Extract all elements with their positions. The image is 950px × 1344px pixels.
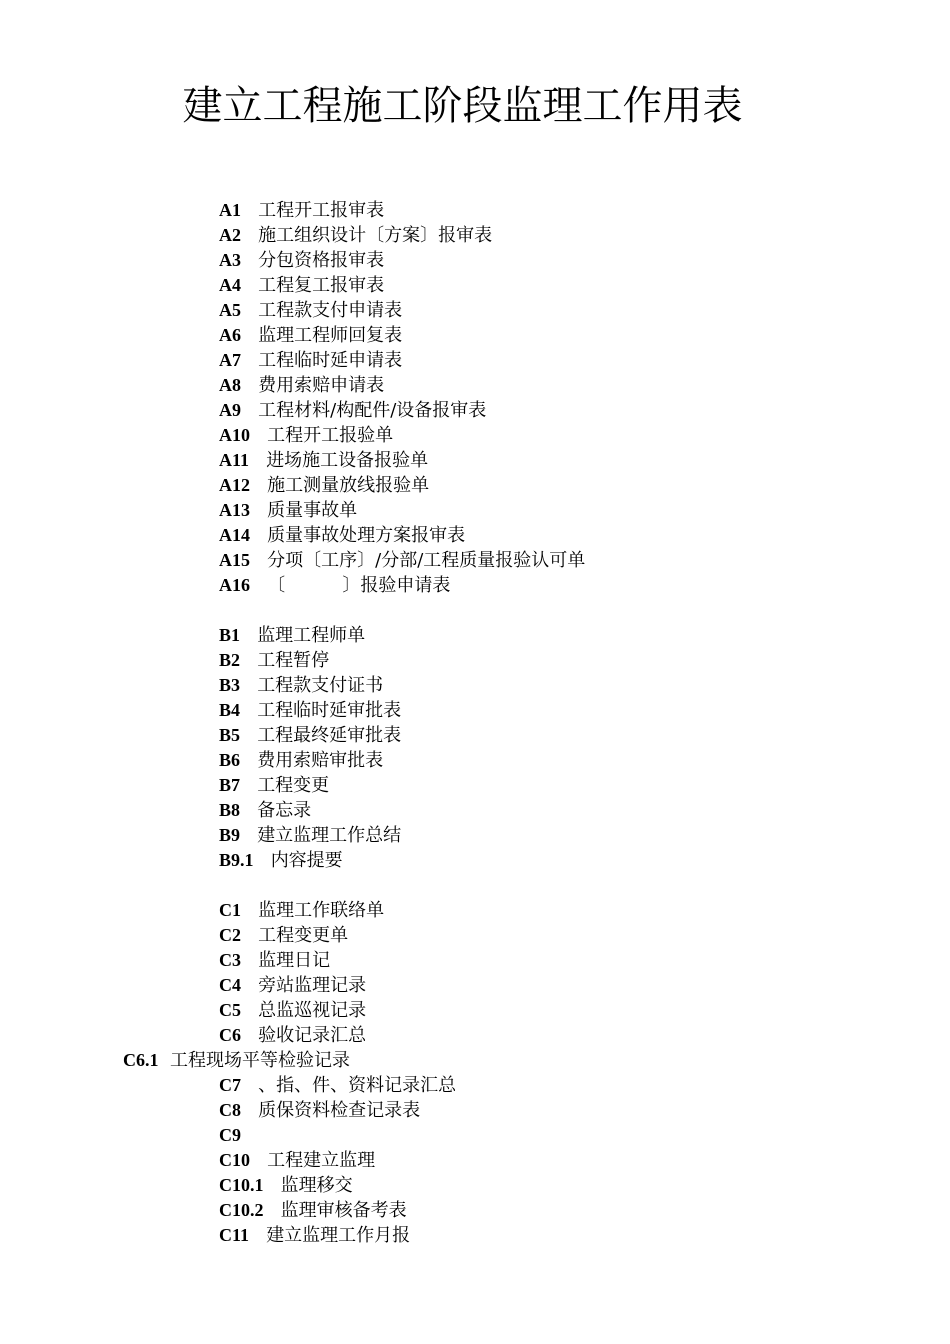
item-label: 建立监理工作月报 bbox=[266, 1225, 411, 1246]
item-label: 工程款支付证书 bbox=[257, 675, 384, 696]
item-code: C9 bbox=[219, 1125, 241, 1145]
list-item bbox=[219, 1223, 585, 1248]
list-item bbox=[219, 798, 585, 823]
item-code: A9 bbox=[219, 400, 241, 420]
list-item bbox=[219, 848, 585, 873]
item-label: 工程开工报验单 bbox=[267, 425, 394, 446]
list-item bbox=[219, 623, 585, 648]
item-label: 建立监理工作总结 bbox=[257, 825, 402, 846]
item-code: C3 bbox=[219, 950, 241, 970]
list-item bbox=[219, 1198, 585, 1223]
list-item bbox=[219, 723, 585, 748]
list-item bbox=[219, 1023, 585, 1048]
item-label: 、指、件、资料记录汇总 bbox=[258, 1075, 457, 1096]
item-code: A3 bbox=[219, 250, 241, 270]
item-label: 费用索赔审批表 bbox=[257, 750, 384, 771]
item-code: B8 bbox=[219, 800, 241, 820]
list-item bbox=[219, 948, 585, 973]
item-label: 费用索赔申请表 bbox=[258, 375, 385, 396]
list-item bbox=[219, 398, 585, 423]
item-label: 监理工程师单 bbox=[257, 625, 366, 646]
item-label: 工程变更单 bbox=[258, 925, 349, 946]
list-item bbox=[219, 198, 585, 223]
item-code: A8 bbox=[219, 375, 241, 395]
item-label: 质保资料检查记录表 bbox=[258, 1100, 421, 1121]
item-code: A14 bbox=[219, 525, 250, 545]
group-spacer bbox=[219, 598, 585, 623]
item-code: A7 bbox=[219, 350, 241, 370]
list-item bbox=[219, 248, 585, 273]
item-code: A6 bbox=[219, 325, 241, 345]
item-code: B5 bbox=[219, 725, 241, 745]
list-item bbox=[219, 1098, 585, 1123]
item-code: A16 bbox=[219, 575, 250, 595]
group-spacer bbox=[219, 873, 585, 898]
item-label: 监理日记 bbox=[258, 950, 331, 971]
list-item bbox=[219, 498, 585, 523]
item-label: 分包资格报审表 bbox=[258, 250, 385, 271]
item-label: 工程款支付申请表 bbox=[258, 300, 403, 321]
item-code: A12 bbox=[219, 475, 250, 495]
list-item bbox=[219, 973, 585, 998]
item-code: B1 bbox=[219, 625, 241, 645]
list-item bbox=[219, 1073, 585, 1098]
item-code: B2 bbox=[219, 650, 241, 670]
item-code: C11 bbox=[219, 1225, 250, 1245]
item-label: 验收记录汇总 bbox=[258, 1025, 367, 1046]
item-label: 工程复工报审表 bbox=[258, 275, 385, 296]
item-code: A15 bbox=[219, 550, 250, 570]
item-label: 工程变更 bbox=[257, 775, 330, 796]
list-item bbox=[219, 373, 585, 398]
item-label: 进场施工设备报验单 bbox=[266, 450, 429, 471]
list-item bbox=[219, 823, 585, 848]
item-code: B3 bbox=[219, 675, 241, 695]
list-item bbox=[219, 673, 585, 698]
list-item bbox=[219, 573, 585, 598]
item-label: 旁站监理记录 bbox=[258, 975, 367, 996]
item-code: A13 bbox=[219, 500, 250, 520]
item-code: C2 bbox=[219, 925, 241, 945]
item-code: C6 bbox=[219, 1025, 241, 1045]
list-item bbox=[219, 348, 585, 373]
item-code: C8 bbox=[219, 1100, 241, 1120]
list-item bbox=[219, 448, 585, 473]
list-item bbox=[219, 1123, 585, 1148]
item-label: 监理审核备考表 bbox=[280, 1200, 407, 1221]
item-label: 工程现场平等检验记录 bbox=[169, 1050, 350, 1071]
item-label: 监理移交 bbox=[280, 1175, 353, 1196]
item-label: 质量事故单 bbox=[267, 500, 358, 521]
item-code: B4 bbox=[219, 700, 241, 720]
item-code: A1 bbox=[219, 200, 241, 220]
item-label: 总监巡视记录 bbox=[258, 1000, 367, 1021]
list-item bbox=[219, 773, 585, 798]
list-item bbox=[219, 648, 585, 673]
list-item bbox=[219, 923, 585, 948]
item-label: 工程开工报审表 bbox=[258, 200, 385, 221]
item-label: 监理工程师回复表 bbox=[258, 325, 403, 346]
item-label: 质量事故处理方案报审表 bbox=[267, 525, 466, 546]
list-item bbox=[123, 1048, 585, 1073]
list-item bbox=[219, 748, 585, 773]
item-label: 工程临时延审批表 bbox=[257, 700, 402, 721]
item-code: A10 bbox=[219, 425, 250, 445]
list-item bbox=[219, 698, 585, 723]
item-code: C1 bbox=[219, 900, 241, 920]
item-code: C7 bbox=[219, 1075, 241, 1095]
list-item bbox=[219, 523, 585, 548]
item-code: C10.1 bbox=[219, 1175, 264, 1195]
item-label: 内容提要 bbox=[270, 850, 343, 871]
list-item bbox=[219, 998, 585, 1023]
item-code: C5 bbox=[219, 1000, 241, 1020]
page-title: 建立工程施工阶段监理工作用表 bbox=[182, 83, 743, 129]
item-code: C4 bbox=[219, 975, 241, 995]
item-label: 〔 〕报验申请表 bbox=[267, 575, 451, 596]
item-label: 施工组织设计〔方案〕报审表 bbox=[258, 225, 493, 246]
form-index-list bbox=[123, 198, 586, 1248]
list-item bbox=[219, 223, 585, 248]
item-label: 工程暂停 bbox=[257, 650, 330, 671]
item-label: 备忘录 bbox=[257, 800, 312, 821]
item-code: B9 bbox=[219, 825, 241, 845]
item-code: A2 bbox=[219, 225, 241, 245]
item-code: C10.2 bbox=[219, 1200, 264, 1220]
list-item bbox=[219, 548, 585, 573]
list-item bbox=[219, 1148, 585, 1173]
item-label: 工程临时延申请表 bbox=[258, 350, 403, 371]
item-code: C10 bbox=[219, 1150, 250, 1170]
item-label: 监理工作联络单 bbox=[258, 900, 385, 921]
list-item bbox=[219, 323, 585, 348]
item-code: C6.1 bbox=[123, 1050, 159, 1070]
list-item bbox=[219, 898, 585, 923]
item-label: 工程建立监理 bbox=[267, 1150, 376, 1171]
item-code: A11 bbox=[219, 450, 250, 470]
item-label: 施工测量放线报验单 bbox=[267, 475, 430, 496]
list-item bbox=[219, 1173, 585, 1198]
item-label: 分项〔工序〕/分部/工程质量报验认可单 bbox=[267, 550, 586, 571]
item-label: 工程最终延审批表 bbox=[257, 725, 402, 746]
list-item bbox=[219, 473, 585, 498]
item-label: 工程材料/构配件/设备报审表 bbox=[258, 400, 487, 421]
list-item bbox=[219, 298, 585, 323]
item-code: A5 bbox=[219, 300, 241, 320]
item-code: B7 bbox=[219, 775, 241, 795]
item-code: A4 bbox=[219, 275, 241, 295]
list-item bbox=[219, 273, 585, 298]
item-code: B6 bbox=[219, 750, 241, 770]
item-code: B9.1 bbox=[219, 850, 254, 870]
list-item bbox=[219, 423, 585, 448]
